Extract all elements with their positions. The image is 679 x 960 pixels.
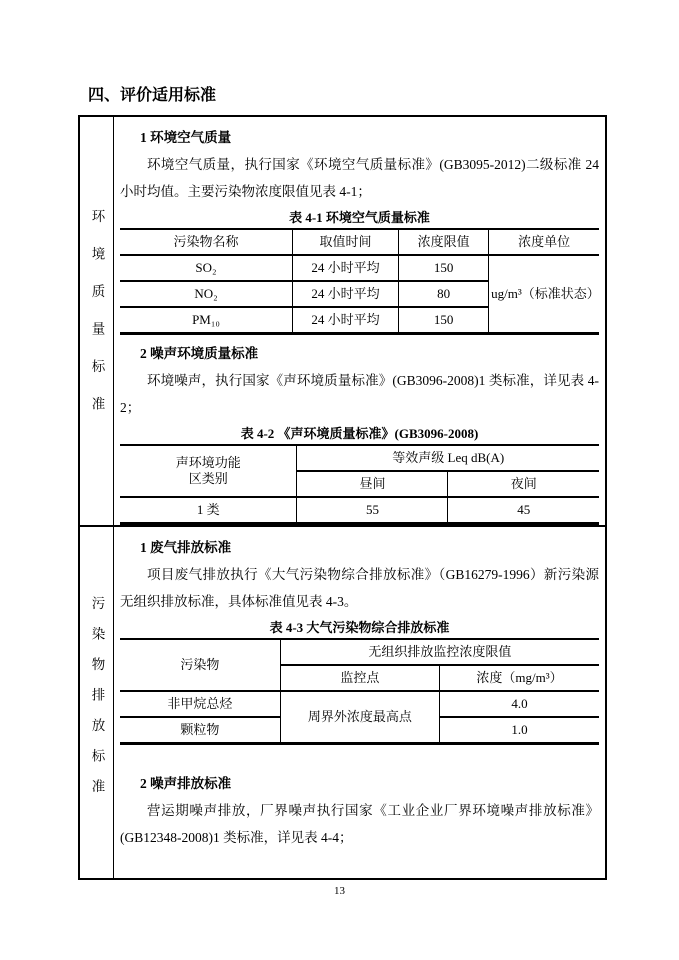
table-header-pollutant: 污染物名称 — [120, 229, 292, 255]
row-label-env-quality — [80, 117, 114, 525]
section-title-noise-quality: 2 噪声环境质量标准 — [140, 346, 259, 361]
table-header-fugitive-group: 无组织排放监控浓度限值 — [280, 639, 599, 665]
table-header-limit: 浓度限值 — [399, 229, 489, 255]
standards-outer-table — [78, 115, 607, 880]
table-header-concentration: 浓度（mg/m³） — [440, 665, 599, 691]
cell-time-so2: 24 小时平均 — [292, 255, 398, 281]
paragraph-noise-quality: 环境噪声，执行国家《声环境质量标准》(GB3096-2008)1 类标准，详见表 4-2； — [120, 373, 599, 415]
table-row — [120, 255, 599, 281]
table-header-time: 取值时间 — [292, 229, 398, 255]
table-header-leq-group: 等效声级 Leq dB(A) — [297, 445, 599, 471]
row-label-discharge — [80, 527, 114, 878]
table-row — [120, 229, 599, 255]
cell-pollutant-nmhc: 非甲烷总烃 — [120, 691, 280, 717]
table-header-pollutant: 污染物 — [120, 639, 280, 691]
table-row — [120, 691, 599, 717]
paragraph-waste-gas: 项目废气排放执行《大气污染物综合排放标准》（GB16279-1996）新污染源无组织排放标准，具体标准值见表 4-3。 — [120, 567, 599, 609]
table-4-3 — [120, 638, 599, 745]
cell-limit-so2: 150 — [399, 255, 489, 281]
paragraph-noise-discharge: 营运期噪声排放，厂界噪声执行国家《工业企业厂界环境噪声排放标准》(GB12348-2008)1 类标准，详见表 4-4； — [120, 803, 599, 845]
cell-pollutant-so2: SO₂ — [120, 255, 292, 281]
discharge-content — [114, 527, 605, 878]
header-line-2: 区类别 — [188, 471, 228, 486]
cell-pollutant-pm10: PM₁₀ — [120, 307, 292, 334]
table-4-2-caption: 表 4-2 《声环境质量标准》(GB3096-2008) — [240, 426, 479, 441]
section-title-air-quality: 1 环境空气质量 — [140, 130, 232, 145]
cell-pollutant-particulate: 颗粒物 — [120, 717, 280, 744]
table-4-2 — [120, 444, 599, 525]
cell-conc-particulate: 1.0 — [440, 717, 599, 744]
table-header-function-zone — [120, 445, 297, 497]
cell-night-value: 45 — [448, 497, 599, 524]
paragraph-air-quality: 环境空气质量，执行国家《环境空气质量标准》(GB3095-2012)二级标准 24 小时均值。主要污染物浓度限值见表 4-1； — [120, 157, 599, 199]
cell-limit-pm10: 150 — [399, 307, 489, 334]
row-label-text: 污染物排放标准 — [89, 595, 105, 810]
cell-unit-merged: ug/m³（标准状态） — [489, 255, 599, 334]
page-title: 四、评价适用标准 — [88, 87, 217, 104]
table-header-monitor-point: 监控点 — [280, 665, 439, 691]
row-env-quality-standards — [80, 117, 605, 525]
cell-time-pm10: 24 小时平均 — [292, 307, 398, 334]
cell-limit-no2: 80 — [399, 281, 489, 307]
table-row — [120, 445, 599, 471]
cell-monitor-point-merged: 周界外浓度最高点 — [280, 691, 439, 744]
cell-day-value: 55 — [297, 497, 448, 524]
cell-zone-category: 1 类 — [120, 497, 297, 524]
env-quality-content — [114, 117, 605, 525]
table-header-unit: 浓度单位 — [489, 229, 599, 255]
section-title-waste-gas: 1 废气排放标准 — [140, 540, 232, 555]
table-row — [120, 639, 599, 665]
cell-conc-nmhc: 4.0 — [440, 691, 599, 717]
section-title-noise-discharge: 2 噪声排放标准 — [140, 776, 232, 791]
cell-time-no2: 24 小时平均 — [292, 281, 398, 307]
table-header-daytime: 昼间 — [297, 471, 448, 497]
table-4-1 — [120, 228, 599, 335]
table-header-nighttime: 夜间 — [448, 471, 599, 497]
table-4-1-caption: 表 4-1 环境空气质量标准 — [289, 210, 430, 225]
table-4-3-caption: 表 4-3 大气污染物综合排放标准 — [269, 620, 450, 635]
page-number: 13 — [334, 885, 345, 897]
row-discharge-standards — [80, 525, 605, 878]
header-line-1: 声环境功能 — [175, 455, 241, 470]
cell-pollutant-no2: NO₂ — [120, 281, 292, 307]
table-row — [120, 497, 599, 524]
row-label-text: 环境质量标准 — [89, 208, 105, 434]
